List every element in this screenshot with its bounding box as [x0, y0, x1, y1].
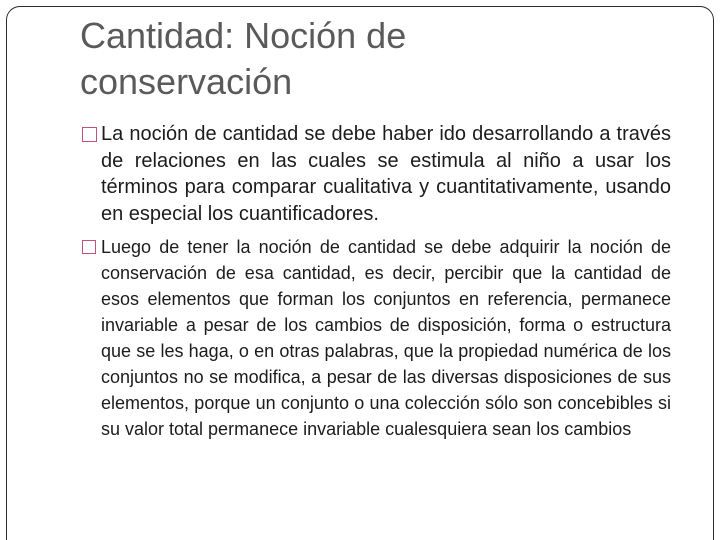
slide-title-line-1: Cantidad: Noción de [80, 15, 407, 56]
bullet-text: Luego de tener la noción de cantidad se debe adquirir la noción de conservación de esa cantidad, es decir, percibir que la cantidad de esos elementos que forman los conjuntos en referencia, permanece invariable a pesar de los cambios de disposición, forma o estructura que se les haga, o en otras palabras, que la propiedad numérica de los conjuntos no se modifica, a pesar de las diversas disposiciones de sus elementos, porque un conjunto o una colección sólo son concebibles si su valor total permanece invariable cualesquiera sean los cambios [101, 237, 671, 439]
slide-title-line-2: conservación [80, 61, 293, 102]
bullet-item [82, 234, 671, 442]
square-bullet-icon [82, 240, 96, 254]
square-bullet-icon [82, 127, 97, 142]
slide-body [82, 121, 671, 442]
bullet-text: La noción de cantidad se debe haber ido desarrollando a través de relaciones en las cuales se estimula al niño a usar los términos para comparar cualitativa y cuantitativamente, usando en especial los cuantificadores. [101, 123, 671, 225]
bullet-item [82, 121, 671, 227]
slide-title [80, 13, 680, 105]
